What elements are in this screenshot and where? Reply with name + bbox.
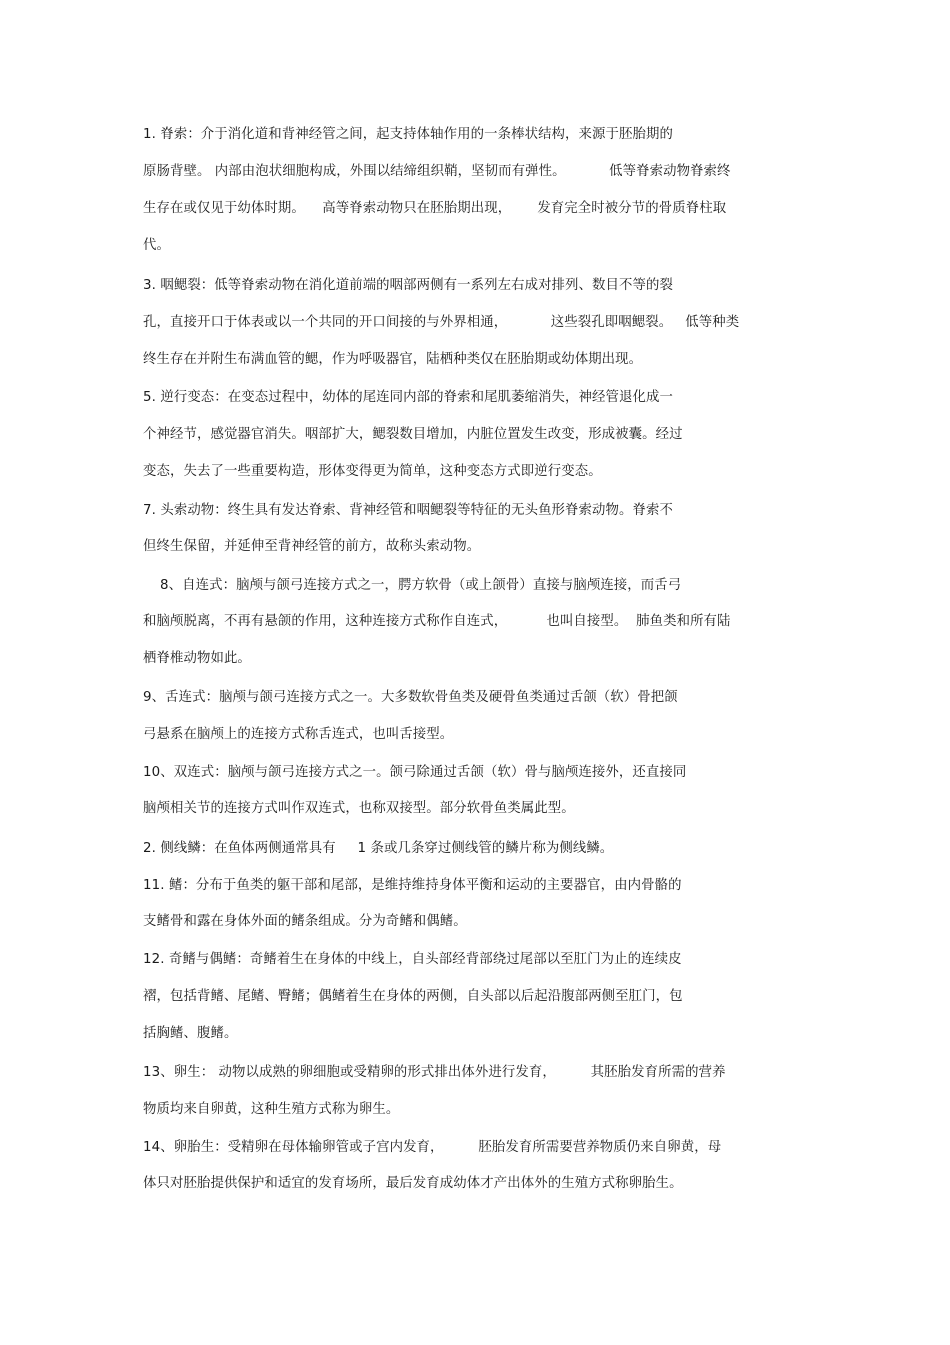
text-line: 终生存在并附生布满血管的鳃，作为呼吸器官，陆栖种类仅在胚胎期或幼体期出现。 bbox=[143, 352, 643, 367]
text-line: 但终生保留，并延伸至背神经管的前方，故称头索动物。 bbox=[143, 539, 481, 554]
text-line: 5. 逆行变态：在变态过程中，幼体的尾连同内部的脊索和尾肌萎缩消失，神经管退化成一 bbox=[143, 390, 673, 405]
text-line: 1. 脊索：介于消化道和背神经管之间，起支持体轴作用的一条棒状结构，来源于胚胎期的 bbox=[143, 127, 673, 142]
text-line: 支鳍骨和露在身体外面的鳍条组成。分为奇鳍和偶鳍。 bbox=[143, 914, 467, 929]
text-line: 11. 鳍：分布于鱼类的躯干部和尾部，是维持维持身体平衡和运动的主要器官，由内骨骼的 bbox=[143, 878, 682, 893]
text-line: 孔，直接开口于体表或以一个共同的开口间接的与外界相通， 这些裂孔即咽鳃裂。 低等种类 bbox=[143, 315, 740, 330]
text-line: 括胸鳍、腹鳍。 bbox=[143, 1026, 238, 1041]
text-line: 和脑颅脱离，不再有悬颌的作用，这种连接方式称作自连式， 也叫自接型。 肺鱼类和所有陆 bbox=[143, 614, 731, 629]
text-line: 10、双连式：脑颅与颌弓连接方式之一。颌弓除通过舌颌（软）骨与脑颅连接外，还直接同 bbox=[143, 765, 687, 780]
text-line: 变态，失去了一些重要构造，形体变得更为简单，这种变态方式即逆行变态。 bbox=[143, 464, 602, 479]
text-line: 栖脊椎动物如此。 bbox=[143, 651, 251, 666]
text-line: 14、卵胎生：受精卵在母体输卵管或子宫内发育， 胚胎发育所需要营养物质仍来自卵黄，母 bbox=[143, 1140, 722, 1155]
text-line: 2. 侧线鳞：在鱼体两侧通常具有 1 条或几条穿过侧线管的鳞片称为侧线鳞。 bbox=[143, 841, 614, 856]
text-line: 弓悬系在脑颅上的连接方式称舌连式，也叫舌接型。 bbox=[143, 727, 454, 742]
text-line: 物质均来自卵黄，这种生殖方式称为卵生。 bbox=[143, 1102, 400, 1117]
text-line: 个神经节，感觉器官消失。咽部扩大，鳃裂数目增加，内脏位置发生改变，形成被囊。经过 bbox=[143, 427, 683, 442]
text-line: 9、舌连式：脑颅与颌弓连接方式之一。大多数软骨鱼类及硬骨鱼类通过舌颌（软）骨把颌 bbox=[143, 690, 678, 705]
text-line: 原肠背壁。 内部由泡状细胞构成，外围以结缔组织鞘，坚韧而有弹性。 低等脊索动物脊索终 bbox=[143, 164, 731, 179]
text-line: 褶，包括背鳍、尾鳍、臀鳍；偶鳍着生在身体的两侧，自头部以后起沿腹部两侧至肛门，包 bbox=[143, 989, 683, 1004]
text-line: 代。 bbox=[143, 238, 170, 253]
text-line: 12. 奇鳍与偶鳍：奇鳍着生在身体的中线上，自头部经背部绕过尾部以至肛门为止的连续皮 bbox=[143, 952, 682, 967]
text-line: 体只对胚胎提供保护和适宜的发育场所，最后发育成幼体才产出体外的生殖方式称卵胎生。 bbox=[143, 1176, 683, 1191]
text-line: 8、自连式：脑颅与颌弓连接方式之一，腭方软骨（或上颌骨）直接与脑颅连接，而舌弓 bbox=[160, 578, 682, 593]
text-line: 脑颅相关节的连接方式叫作双连式，也称双接型。部分软骨鱼类属此型。 bbox=[143, 801, 575, 816]
text-line: 3. 咽鳃裂：低等脊索动物在消化道前端的咽部两侧有一系列左右成对排列、数目不等的裂 bbox=[143, 278, 673, 293]
text-line: 7. 头索动物：终生具有发达脊索、背神经管和咽鳃裂等特征的无头鱼形脊索动物。脊索不 bbox=[143, 503, 673, 518]
text-line: 生存在或仅见于幼体时期。 高等脊索动物只在胚胎期出现， 发育完全时被分节的骨质脊柱取 bbox=[143, 201, 727, 216]
text-line: 13、卵生： 动物以成熟的卵细胞或受精卵的形式排出体外进行发育， 其胚胎发育所需的营养 bbox=[143, 1065, 726, 1080]
